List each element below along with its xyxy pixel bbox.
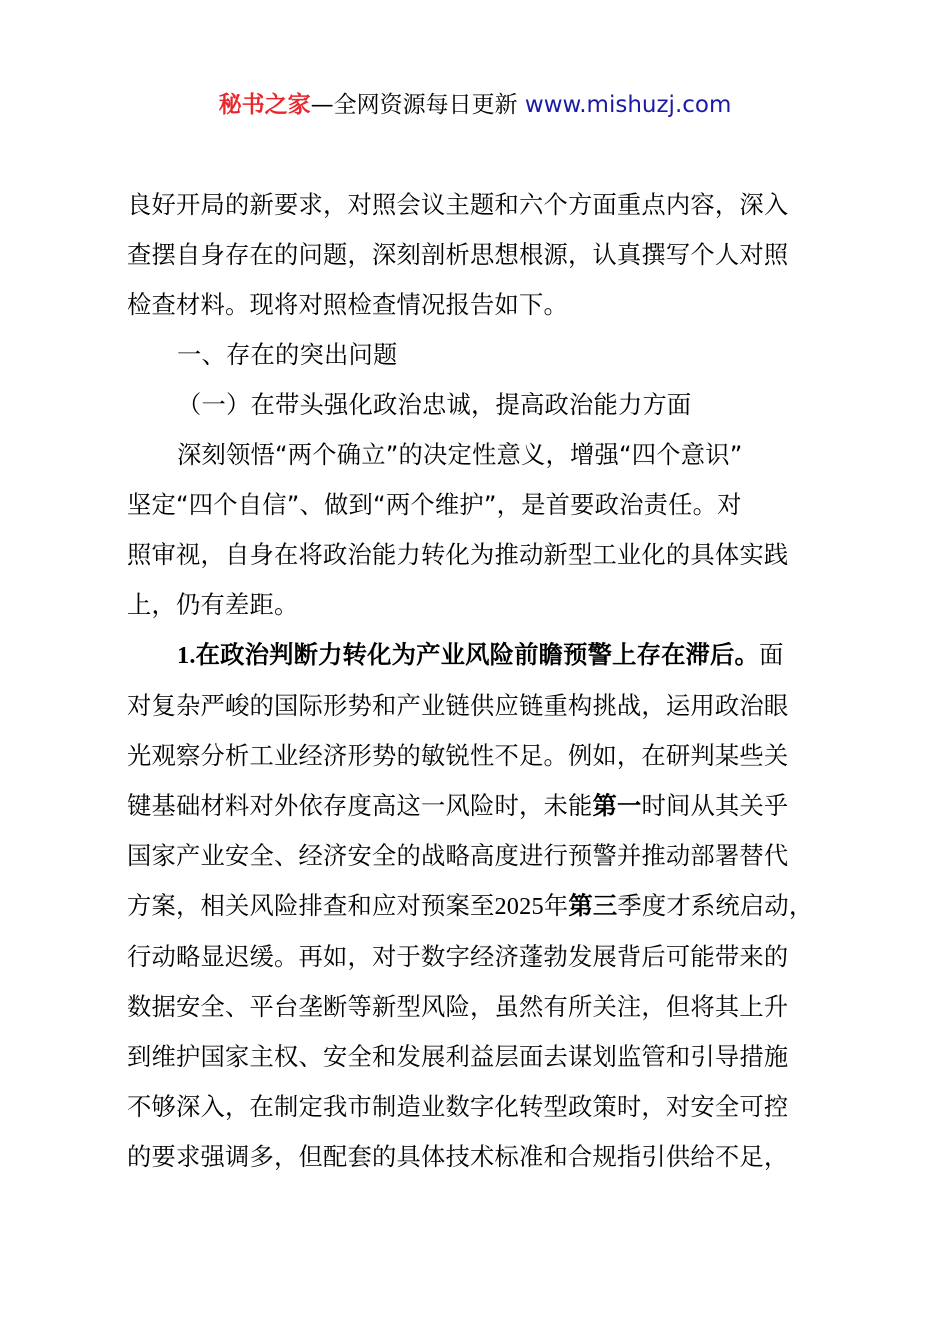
text-line: 国家产业安全、经济安全的战略高度进行预警并推动部署替代 — [127, 841, 789, 870]
political-loyalty-paragraph — [127, 430, 839, 630]
text-line — [127, 881, 839, 932]
intro-paragraph — [127, 180, 839, 330]
site-header — [0, 86, 950, 124]
item-1-first-line — [127, 630, 839, 681]
text-line: 不够深入，在制定我市制造业数字化转型政策时，对安全可控 — [127, 1092, 789, 1121]
text-line: 良好开局的新要求，对照会议主题和六个方面重点内容，深入 — [127, 190, 789, 219]
text-line: 查摆自身存在的问题，深刻剖析思想根源，认真撰写个人对照 — [127, 240, 789, 269]
text-segment: 年 — [543, 891, 569, 920]
header-tagline: —全网资源每日更新 — [310, 92, 518, 118]
text-line: 深刻领悟“两个确立”的决定性意义，增强“四个意识” — [177, 440, 743, 469]
text-line: 坚定“四个自信”、做到“两个维护”，是首要政治责任。对 — [127, 490, 742, 519]
item-1-number: 1. — [177, 642, 196, 669]
subsection-heading: （一）在带头强化政治忠诚，提高政治能力方面 — [177, 390, 692, 419]
site-url-link[interactable]: www.mishuzj.com — [524, 92, 732, 118]
text-segment: 键基础材料对外依存度高这一风险时，未能 — [127, 791, 593, 820]
item-1-paragraph — [127, 630, 839, 1182]
text-segment: 方案，相关风险排查和应对预案至 — [127, 891, 495, 920]
text-line: 行动略显迟缓。再如，对于数字经济蓬勃发展背后可能带来的 — [127, 942, 789, 971]
emphasis-text: 第三 — [568, 891, 618, 920]
text-line: 检查材料。现将对照检查情况报告如下。 — [127, 290, 568, 319]
text-line: 对复杂严峻的国际形势和产业链供应链重构挑战，运用政治眼 — [127, 691, 789, 720]
text-segment: 时间从其关乎 — [641, 791, 789, 820]
brand-name: 秘书之家 — [218, 92, 311, 118]
text-line: 光观察分析工业经济形势的敏锐性不足。例如，在研判某些关 — [127, 741, 789, 770]
text-line: 上，仍有差距。 — [127, 590, 299, 619]
document-body — [127, 180, 839, 1182]
year-number: 2025 — [494, 893, 544, 920]
text-segment: 季度才系统启动， — [617, 891, 814, 920]
emphasis-text: 第一 — [592, 791, 642, 820]
text-line: 照审视，自身在将政治能力转化为推动新型工业化的具体实践 — [127, 540, 789, 569]
item-1-title: 在政治判断力转化为产业风险前瞻预警上存在滞后。 — [195, 640, 760, 669]
item-1-text: 面 — [759, 640, 784, 669]
text-line: 到维护国家主权、安全和发展利益层面去谋划监管和引导措施 — [127, 1042, 789, 1071]
text-line: 数据安全、平台垄断等新型风险，虽然有所关注，但将其上升 — [127, 992, 789, 1021]
text-line — [127, 781, 839, 831]
section-heading: 一、存在的突出问题 — [177, 340, 398, 369]
text-line: 的要求强调多，但配套的具体技术标准和合规指引供给不足， — [127, 1142, 789, 1171]
